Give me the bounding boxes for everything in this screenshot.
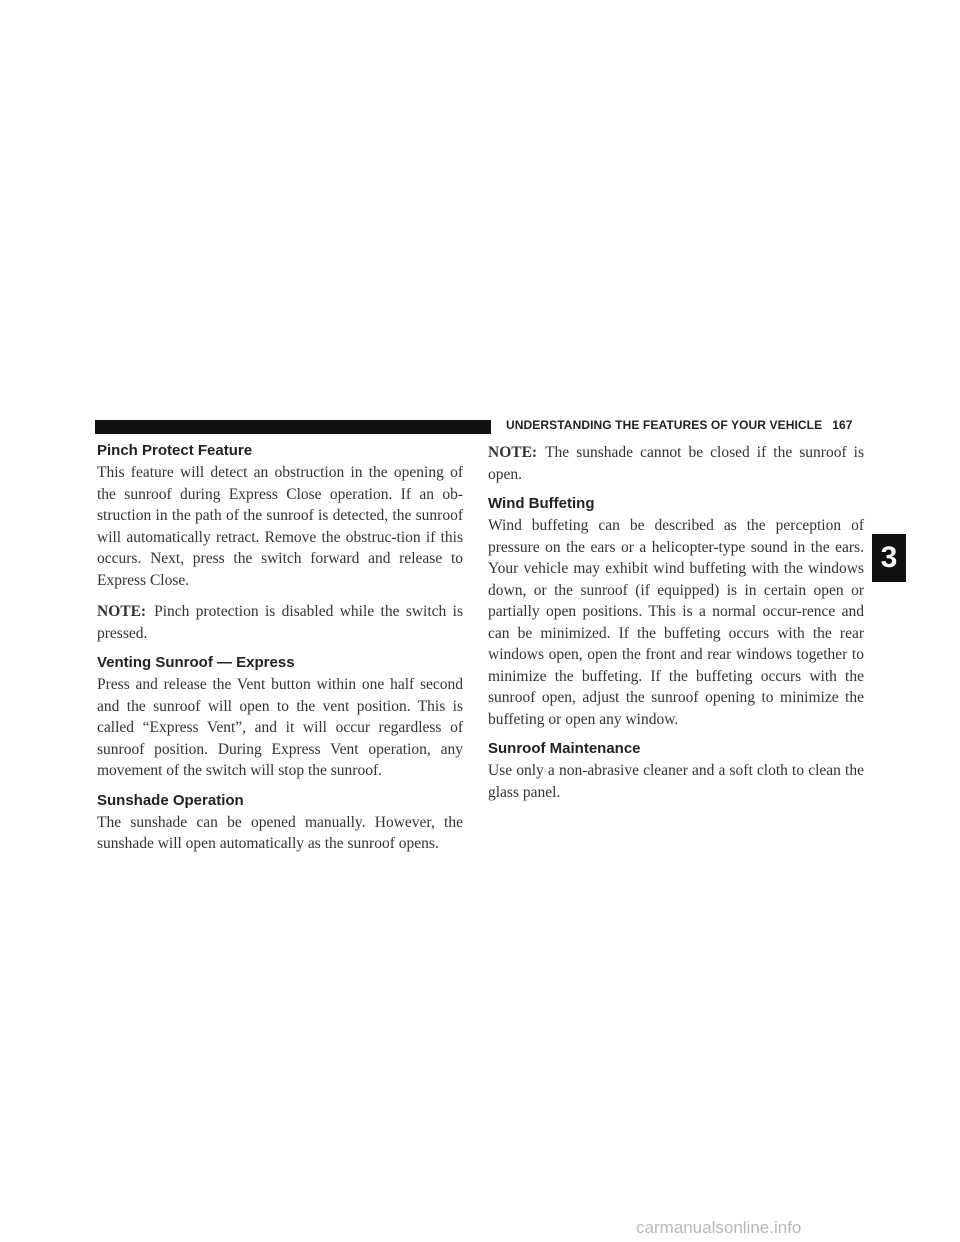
sunshade-note <box>488 442 864 485</box>
venting-sunroof-heading: Venting Sunroof — Express <box>97 654 295 671</box>
wind-buffeting-heading: Wind Buffeting <box>488 495 595 512</box>
running-header <box>506 418 853 432</box>
venting-sunroof-body: Press and release the Vent button within one half second and the sunroof will open to the vent position. This is called “Express Vent”, and it will occur regardless of sunroof position. During Express Vent operation, any movement of the switch will stop the sunroof. <box>97 676 463 779</box>
pinch-protect-body: This feature will detect an obstruction in the opening of the sunroof during Express Close operation. If an ob-struction in the path of the sunroof is detected, the sunroof will automatically retract. Remove the obstruc-tion if this occurs. Next, press the switch forward and release to Express Close. <box>97 464 463 589</box>
watermark: carmanualsonline.info <box>636 1218 802 1237</box>
left-column <box>97 442 463 865</box>
note-text: The sunshade cannot be closed if the sunroof is open. <box>488 444 864 483</box>
note-label: NOTE: <box>97 603 147 620</box>
chapter-title: UNDERSTANDING THE FEATURES OF YOUR VEHICLE <box>506 418 823 432</box>
pinch-protect-note <box>97 601 463 644</box>
sunroof-maintenance-body: Use only a non-abrasive cleaner and a soft cloth to clean the glass panel. <box>488 762 864 801</box>
sunshade-operation-body: The sunshade can be opened manually. However, the sunshade will open automatically as the sunroof opens. <box>97 813 463 852</box>
note-label: NOTE: <box>488 444 538 461</box>
note-text: Pinch protection is disabled while the switch is pressed. <box>97 603 463 642</box>
sunroof-maintenance-heading: Sunroof Maintenance <box>488 740 641 757</box>
chapter-tab: 3 <box>872 534 906 582</box>
wind-buffeting-body: Wind buffeting can be described as the perception of pressure on the ears or a helicopter-type sound in the ears. Your vehicle may exhibit wind buffeting with the windows down, or the sunroof (if equipped) is in certain open or partially open positions. This is a normal occur-rence and can be minimized. If the buffeting occurs with the rear windows open, open the front and rear windows together to minimize the buffeting. If the buffeting occurs with the sunroof open, adjust the sunroof opening to minimize the buffeting or open any window. <box>488 517 864 728</box>
page-number: 167 <box>832 418 853 432</box>
pinch-protect-heading: Pinch Protect Feature <box>97 442 253 459</box>
right-column <box>488 442 864 813</box>
header-bar <box>95 420 491 434</box>
sunshade-operation-heading: Sunshade Operation <box>97 791 244 809</box>
